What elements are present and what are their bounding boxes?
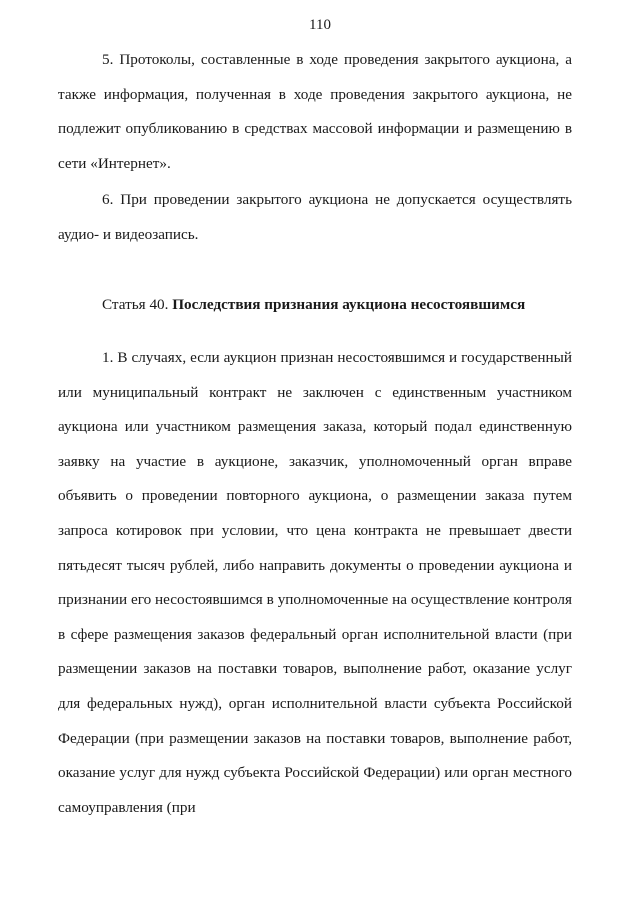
article-label: Статья 40. bbox=[102, 296, 169, 313]
page-number: 110 bbox=[309, 17, 331, 33]
article-paragraph-1: 1. В случаях, если аукцион признан несостоявшимся и государственный или муниципальный контракт не заключен с единственным участником аукциона или участником размещения заказа, который подал единственную заявку на участие в аукционе, заказчик, уполномоченный орган вправе объявить о проведении повторного аукциона, о размещении заказа путем запроса котировок при условии, что цена контракта не превышает двести пятьдесят тысяч рублей, либо направить документы о проведении аукциона и признании его несостоявшимся в уполномоченные на осуществление контроля в сфере размещения заказов федеральный орган исполнительной власти (при размещении заказов на поставки товаров, выполнение работ, оказание услуг для федеральных нужд), орган исполнительной власти субъекта Российской Федерации (при размещении заказов на поставки товаров, выполнение работ, оказание услуг для нужд субъекта Российской Федерации) или орган местного самоуправления (при bbox=[58, 349, 572, 816]
paragraph-5: 5. Протоколы, составленные в ходе проведения закрытого аукциона, а также информация, полученная в ходе проведения закрытого аукциона, не подлежит опубликованию в средствах массовой информации и размещению в сети «Интернет». bbox=[58, 51, 572, 172]
paragraph-6: 6. При проведении закрытого аукциона не допускается осуществлять аудио- и видеозапись. bbox=[58, 191, 572, 243]
article-heading bbox=[102, 293, 572, 317]
article-title: Последствия признания аукциона несостоявшимся bbox=[172, 296, 526, 313]
